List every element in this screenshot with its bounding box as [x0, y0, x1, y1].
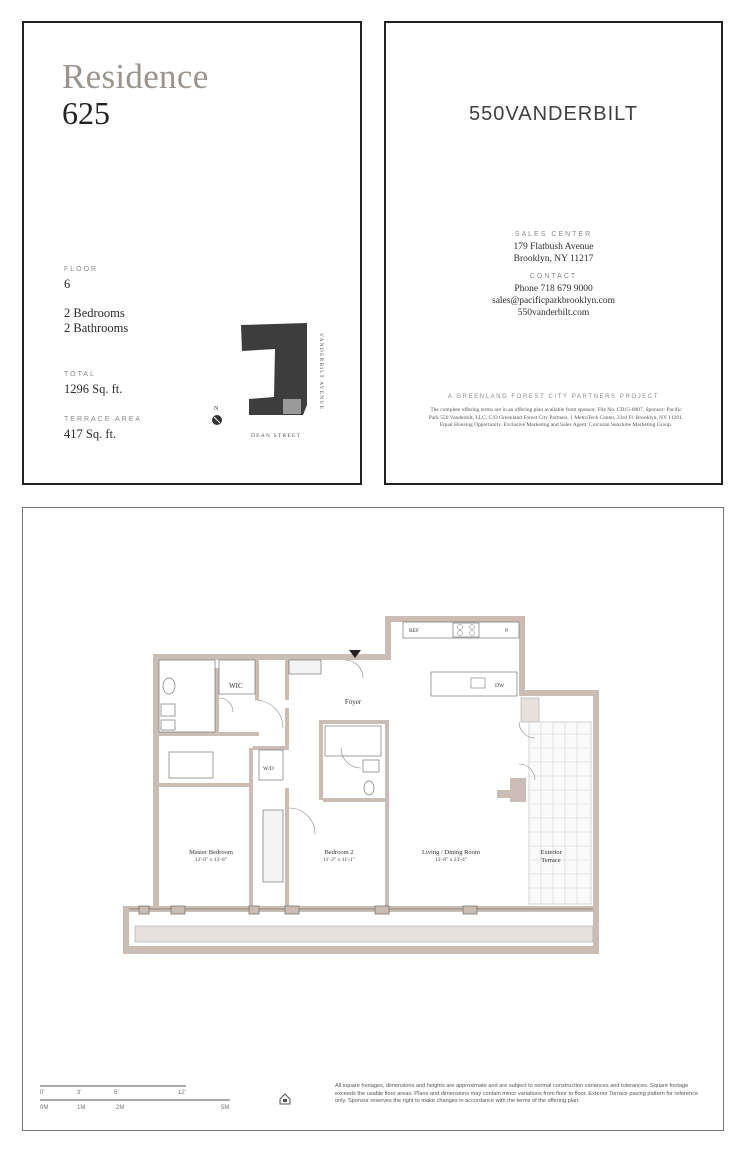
- floor-plan: [23, 508, 723, 1130]
- bedrooms-count: 2 Bedrooms: [64, 306, 125, 320]
- residence-title: Residence: [62, 57, 209, 96]
- scale-feet-3: 3': [77, 1090, 82, 1096]
- foyer-label: Foyer: [344, 698, 362, 706]
- residence-card: [22, 21, 362, 485]
- floor-label: FLOOR: [64, 266, 99, 273]
- floorplan-disclaimer: All square footages, dimensions and heights are approximate and are subject to normal construction variances and tolerances. Square footage exceeds the usable floor areas. Plans and dimensions may contain minor variations from floor to floor. Exterior Terrace paving pattern for reference only. Sponsor reserves the right to make changes in accordance with the terms of the offering plan.: [335, 1083, 699, 1105]
- scale-meters-5: 5M: [221, 1105, 230, 1111]
- master-bedroom-dims: 12'-0" x 13'-8": [194, 857, 228, 863]
- address-line-1: 179 Flatbush Avenue: [513, 242, 594, 252]
- planter-strip: [135, 926, 593, 942]
- wic-label: WIC: [229, 682, 243, 690]
- scale-meters-1: 1M: [77, 1105, 86, 1111]
- north-label: N: [214, 406, 219, 412]
- project-line: A GREENLAND FOREST CITY PARTNERS PROJECT: [447, 394, 660, 400]
- sales-center-label: SALES CENTER: [514, 231, 593, 238]
- scale-feet-0: 0': [40, 1090, 45, 1096]
- bedroom-2-label: Bedroom 2: [324, 849, 354, 856]
- offering-disclaimer: The complete offering terms are in an offering plan available from sponsor. File No. CD15-0007. Sponsor: Pacific Park 550 Vanderbilt, LLC, C/O Greenland Forest City Partners, 1 MetroTech Center, 23rd Fl. Brooklyn, NY 11201. Equal Housing Opportunity. Exclusive Marketing and Sales Agent: Corcoran Sunshine Marketing Group.: [428, 407, 684, 429]
- website-link[interactable]: 550vanderbilt.com: [517, 308, 590, 318]
- floorplan-card: [22, 507, 724, 1131]
- total-area: 1296 Sq. ft.: [64, 382, 123, 396]
- contact-label: CONTACT: [529, 273, 578, 280]
- bedroom-2-dims: 11'-2" x 11'-1": [323, 857, 355, 863]
- email-link[interactable]: sales@pacificparkbrooklyn.com: [492, 296, 615, 306]
- terrace-area: 417 Sq. ft.: [64, 427, 117, 441]
- washer-dryer-label: W/D: [263, 766, 274, 772]
- bathrooms-count: 2 Bathrooms: [64, 321, 129, 335]
- kitchen: [403, 622, 519, 696]
- second-bath: [325, 726, 381, 795]
- meter-scale-bar: [40, 1099, 230, 1101]
- total-label: TOTAL: [64, 371, 96, 378]
- building-card: [384, 21, 723, 485]
- dishwasher-label: DW: [495, 683, 505, 689]
- master-bath: [159, 660, 215, 778]
- phone-number: Phone 718 679 9000: [514, 284, 593, 294]
- scale-feet-6: 6': [114, 1090, 119, 1096]
- terrace-label-1: Exterior: [540, 849, 562, 856]
- scale-meters-2: 2M: [116, 1105, 125, 1111]
- master-bedroom-label: Master Bedroom: [189, 849, 233, 856]
- scale-feet-12: 12': [178, 1090, 186, 1096]
- terrace-label: TERRACE AREA: [64, 416, 143, 423]
- planter-corner: [521, 698, 539, 722]
- equal-housing-icon: [279, 1093, 291, 1105]
- terrace-paving: [529, 722, 591, 904]
- refrigerator-label: REF: [409, 628, 420, 634]
- keyplan-map: [199, 313, 339, 443]
- living-room-label: Living / Dining Room: [422, 849, 480, 856]
- residence-number: 625: [62, 95, 110, 131]
- living-room-dims: 13'-8" x 23'-4": [434, 857, 468, 863]
- scale-meters-0: 0M: [40, 1105, 49, 1111]
- brand-logo: 550VANDERBILT: [469, 103, 638, 125]
- floor-value: 6: [64, 277, 71, 291]
- closets: [219, 660, 321, 882]
- dean-street-label: DEAN STREET: [251, 433, 302, 439]
- vanderbilt-avenue-label: VANDERBILT AVENUE: [318, 333, 324, 411]
- unit-highlight: [283, 399, 301, 414]
- pantry-label: P: [505, 628, 509, 634]
- feet-scale-bar: [40, 1085, 186, 1087]
- cooktop-icon: [453, 623, 479, 637]
- address-line-2: Brooklyn, NY 11217: [513, 254, 594, 264]
- terrace-label-2: Terrace: [541, 857, 561, 864]
